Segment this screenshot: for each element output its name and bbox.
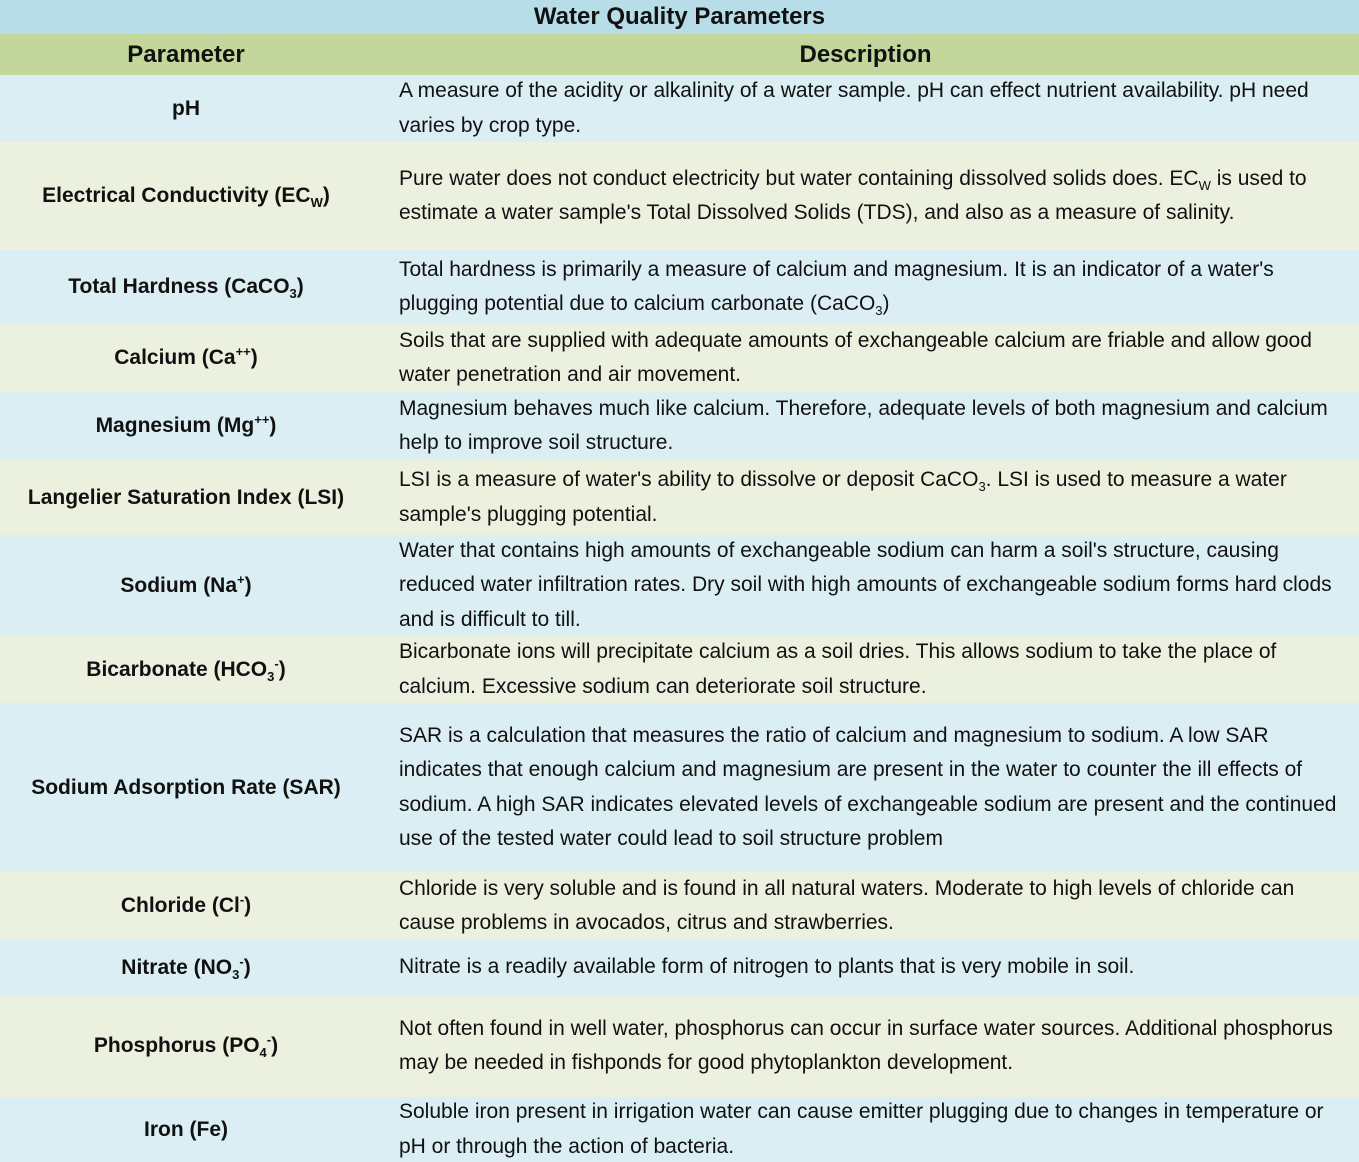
- text-segment: ): [322, 184, 330, 207]
- text-segment: SAR is a calculation that measures the ratio of calcium and magnesium to sodium. A low SAR indicates that enough calcium and magnesium are present in the water to counter the ill effects of sodium. A high SAR indicates elevated levels of exchangeable sodium are present and the continued use of the tested water could lead to soil structure problem: [399, 723, 1337, 850]
- text-segment: ): [269, 414, 277, 437]
- parameter-name: [114, 346, 258, 370]
- text-segment: ): [271, 1034, 279, 1057]
- description-cell: [372, 703, 1359, 872]
- text-segment: ): [296, 275, 304, 298]
- description-text: [399, 872, 1351, 940]
- table-row: [0, 250, 1359, 324]
- text-segment: Bicarbonate (HCO: [86, 657, 268, 681]
- parameter-cell: [0, 392, 372, 460]
- parameter-cell: [0, 142, 372, 250]
- table-row: [0, 535, 1359, 636]
- parameter-cell: [0, 75, 372, 142]
- text-segment: -: [266, 1032, 272, 1047]
- text-segment: Sodium Adsorption Rate (SAR): [31, 775, 341, 799]
- text-segment: Magnesium behaves much like calcium. Therefore, adequate levels of both magnesium and calcium help to improve soil structure.: [399, 396, 1328, 454]
- text-segment: 3: [978, 479, 986, 495]
- column-header-description: Description: [799, 40, 932, 68]
- text-segment: 3: [289, 286, 297, 302]
- parameter-cell: [0, 636, 372, 703]
- parameter-cell: [0, 940, 372, 995]
- parameter-name: [144, 1118, 228, 1142]
- table-title: Water Quality Parameters: [0, 0, 1359, 34]
- table-row: [0, 995, 1359, 1097]
- text-segment: Chloride is very soluble and is found in all natural waters. Moderate to high levels of chloride can cause problems in avocados, citrus and strawberries.: [399, 876, 1295, 934]
- description-text: [399, 463, 1351, 532]
- table-row: [0, 636, 1359, 703]
- text-segment: 3: [267, 668, 275, 684]
- text-segment: Pure water does not conduct electricity but water containing dissolved solids does. EC: [399, 166, 1199, 190]
- text-segment: LSI is a measure of water's ability to dissolve or deposit CaCO: [399, 468, 979, 491]
- description-text: [399, 1097, 1351, 1162]
- text-segment: 3: [875, 303, 883, 319]
- description-cell: [372, 535, 1359, 636]
- description-cell: [372, 460, 1359, 535]
- text-segment: W: [310, 195, 323, 211]
- table-row: [0, 142, 1359, 250]
- text-segment: ): [250, 346, 258, 369]
- text-segment: Water that contains high amounts of exchangeable sodium can harm a soil's structure, causing reduced water infiltration rates. Dry soil with high amounts of exchangeable sodium forms hard clods and is difficult to till.: [399, 538, 1332, 631]
- text-segment: Sodium (Na: [120, 573, 238, 597]
- description-cell: [372, 142, 1359, 250]
- text-segment: -: [239, 953, 244, 969]
- text-segment: ++: [254, 412, 270, 427]
- description-cell: [372, 250, 1359, 324]
- parameter-name: [93, 1032, 279, 1061]
- parameter-name: [121, 953, 251, 982]
- description-text: [399, 636, 1351, 703]
- table-row: [0, 392, 1359, 460]
- text-segment: Magnesium (Mg: [95, 414, 255, 437]
- description-text: [399, 253, 1351, 322]
- table-row: [0, 324, 1359, 392]
- text-segment: Iron (Fe): [144, 1117, 228, 1141]
- parameter-name: [68, 275, 304, 302]
- text-segment: Total Hardness (CaCO: [68, 275, 290, 298]
- description-text: [399, 535, 1351, 636]
- table-header-row: [0, 34, 1359, 75]
- text-segment: ): [243, 955, 251, 979]
- parameter-name: [96, 414, 277, 438]
- text-segment: Chloride (Cl: [120, 894, 240, 917]
- text-segment: A measure of the acidity or alkalinity of a water sample. pH can effect nutrient availability. pH need varies by crop type.: [399, 79, 1309, 137]
- description-text: [399, 324, 1351, 392]
- parameter-name: [31, 776, 341, 800]
- table-row: [0, 1097, 1359, 1162]
- table-body: [0, 75, 1359, 1162]
- text-segment: Electrical Conductivity (EC: [42, 184, 311, 207]
- text-segment: Bicarbonate ions will precipitate calcium as a soil dries. This allows sodium to take the place of calcium. Excessive sodium can deteriorate soil structure.: [399, 640, 1277, 698]
- parameter-cell: [0, 995, 372, 1097]
- parameter-name: [172, 97, 200, 121]
- text-segment: is used to estimate a water sample's Total Dissolved Solids (TDS), and also as a measure of salinity.: [399, 166, 1307, 224]
- description-cell: [372, 940, 1359, 995]
- text-segment: W: [1198, 177, 1211, 193]
- table-row: [0, 75, 1359, 142]
- description-cell: [372, 872, 1359, 940]
- description-text: [399, 1012, 1351, 1081]
- text-segment: Nitrate (NO: [121, 955, 233, 979]
- parameter-cell: [0, 1097, 372, 1162]
- parameter-cell: [0, 324, 372, 392]
- text-segment: ): [278, 657, 286, 681]
- description-cell: [372, 75, 1359, 142]
- text-segment: Soluble iron present in irrigation water can cause emitter plugging due to changes in temperature or pH or through the action of bacteria.: [399, 1100, 1324, 1158]
- column-header-parameter: Parameter: [127, 40, 245, 68]
- parameter-cell: [0, 703, 372, 872]
- parameter-cell: [0, 250, 372, 324]
- text-segment: Not often found in well water, phosphorus can occur in surface water sources. Additional phosphorus may be needed in fishponds for good phytoplankton development.: [399, 1016, 1333, 1074]
- description-cell: [372, 1097, 1359, 1162]
- text-segment: ): [882, 292, 890, 315]
- description-cell: [372, 392, 1359, 460]
- parameter-cell: [0, 460, 372, 535]
- text-segment: Total hardness is primarily a measure of calcium and magnesium. It is an indicator of a water's plugging potential due to calcium carbonate (CaCO: [399, 257, 1274, 315]
- description-text: [399, 75, 1351, 142]
- text-segment: Calcium (Ca: [114, 346, 236, 369]
- text-segment: +: [237, 571, 245, 587]
- text-segment: 3: [232, 966, 240, 982]
- text-segment: -: [274, 655, 279, 671]
- description-text: [399, 950, 1134, 985]
- description-cell: [372, 995, 1359, 1097]
- description-text: [399, 719, 1351, 857]
- parameter-cell: [0, 872, 372, 940]
- table-row: [0, 940, 1359, 995]
- description-cell: [372, 324, 1359, 392]
- parameter-name: [28, 486, 344, 510]
- text-segment: -: [239, 892, 245, 907]
- parameter-name: [86, 655, 286, 684]
- description-cell: [372, 636, 1359, 703]
- parameter-cell: [0, 535, 372, 636]
- parameter-name: [120, 571, 252, 598]
- parameter-name: [42, 184, 330, 211]
- text-segment: ++: [235, 344, 251, 359]
- text-segment: ): [244, 894, 252, 917]
- text-segment: . LSI is used to measure a water sample's plugging potential.: [399, 468, 1287, 526]
- text-segment: pH: [172, 96, 200, 120]
- table-row: [0, 703, 1359, 872]
- description-text: [399, 162, 1351, 231]
- description-text: [399, 392, 1351, 460]
- text-segment: Nitrate is a readily available form of nitrogen to plants that is very mobile in soil.: [399, 955, 1135, 979]
- table-row: [0, 460, 1359, 535]
- table-row: [0, 872, 1359, 940]
- text-segment: ): [244, 573, 252, 597]
- parameter-name: [121, 894, 251, 918]
- text-segment: Phosphorus (PO: [93, 1034, 260, 1057]
- text-segment: 4: [259, 1045, 267, 1061]
- text-segment: Soils that are supplied with adequate amounts of exchangeable calcium are friable and allow good water penetration and air movement.: [399, 328, 1312, 386]
- text-segment: Langelier Saturation Index (LSI): [27, 485, 345, 509]
